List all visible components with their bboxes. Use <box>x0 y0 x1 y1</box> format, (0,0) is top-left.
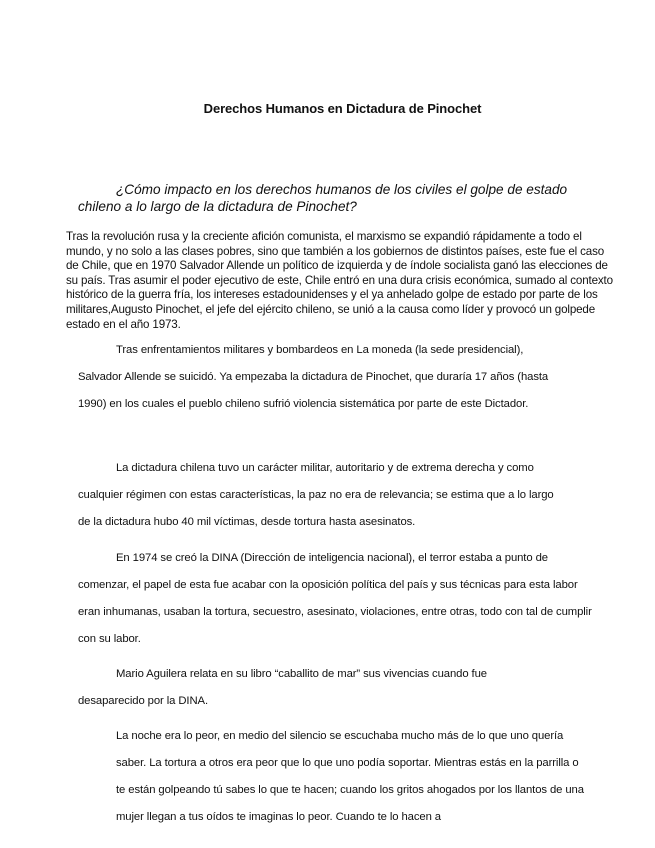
research-question: ¿Cómo impacto en los derechos humanos de los civiles el golpe de estado chileno a lo largo de la dictadura de Pinochet? <box>78 182 568 214</box>
paragraph-aguilera: Mario Aguilera relata en su libro “caballito de mar” sus vivencias cuando fue desaparecido por la DINA. <box>78 668 487 707</box>
paragraph-dictadura: La dictadura chilena tuvo un carácter militar, autoritario y de extrema derecha y como cualquier régimen con estas características, la paz no era de relevancia; se estima que a lo largo de la dictadura hubo 40 mil víctimas, desde tortura hasta asesinatos. <box>78 462 554 528</box>
intro-paragraph: Tras la revolución rusa y la creciente afición comunista, el marxismo se expandió rápidamente a todo el mundo, y no solo a las clases pobres, sino que también a los gobiernos de distintos países, este fue el caso de Chile, que en 1970 Salvador Allende un político de izquierda y de índole socialista ganó las elecciones de su país. Tras asumir el poder ejecutivo de este, Chile entró en una dura crisis económica, sumado al contexto histórico de la guerra fría, los intereses estadounidenses y el ya anhelado golpe de estado por parte de los militares,Augusto Pinochet, el jefe del ejército chileno, se unió a la causa como líder y provocó un golpede estado en el año 1973. <box>66 230 613 331</box>
paragraph-allende: Tras enfrentamientos militares y bombardeos en La moneda (la sede presidencial), Salvador Allende se suicidó. Ya empezaba la dictadura de Pinochet, que duraría 17 años (hasta 1990) en los cuales el pueblo chileno sufrió violencia sistemática por parte de este Dictador. <box>78 344 549 410</box>
paragraph-dina: En 1974 se creó la DINA (Dirección de inteligencia nacional), el terror estaba a punto de comenzar, el papel de esta fue acabar con la oposición política del país y sus técnicas para esta labor eran inhumanas, usaban la tortura, secuestro, asesinato, violaciones, entre otras, todo con tal de cumplir con su labor. <box>78 552 592 645</box>
document-title: Derechos Humanos en Dictadura de Pinochet <box>203 101 482 116</box>
block-quote: La noche era lo peor, en medio del silencio se escuchaba mucho más de lo que uno quería saber. La tortura a otros era peor que lo que uno podía soportar. Mientras estás en la parrilla o te están golpeando tú sabes lo que te hacen; cuando los gritos ahogados por los llantos de una mujer llegan a tus oídos te imaginas lo peor. Cuando te lo hacen a <box>116 730 584 823</box>
